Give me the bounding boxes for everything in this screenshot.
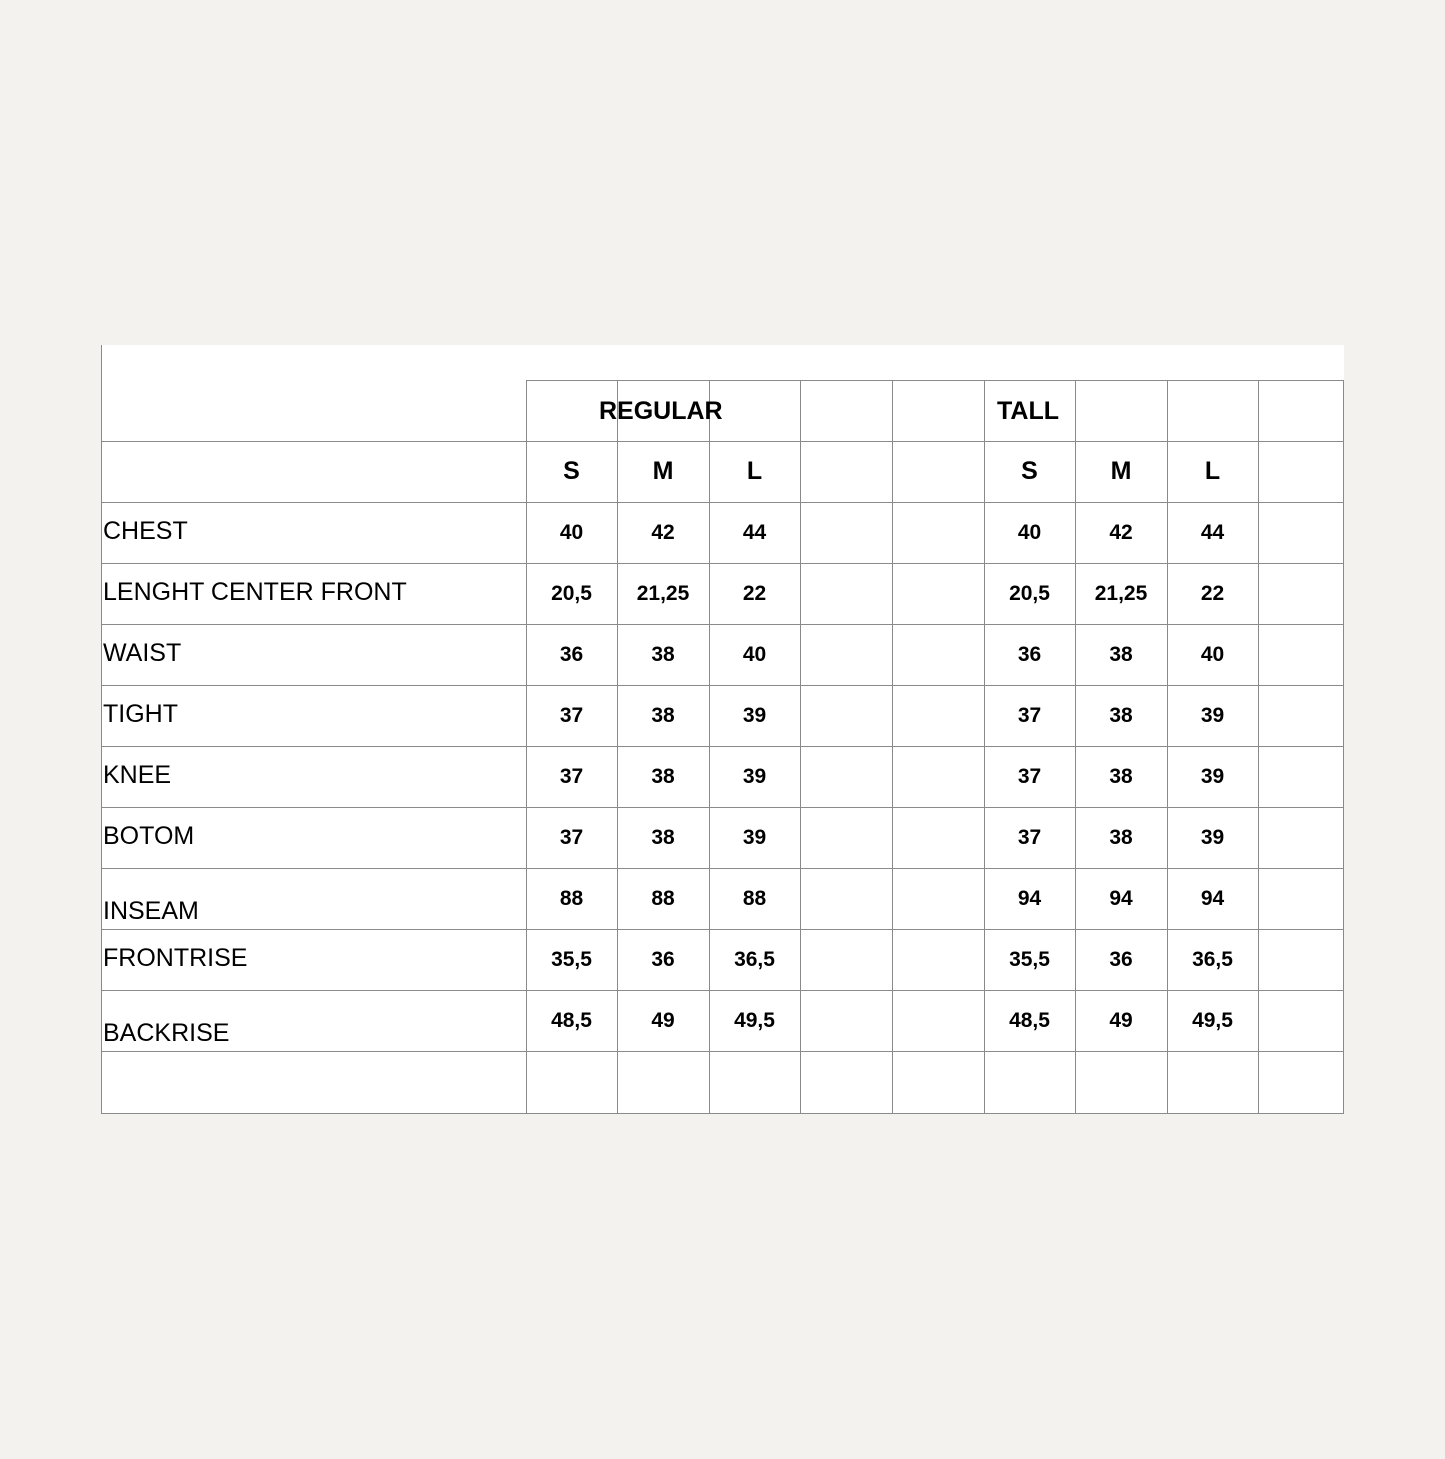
regular-value-cell: 20,5 [551,581,592,605]
measurement-label: BOTOM [103,822,195,850]
grid-hline [101,1051,1344,1052]
tall-value-cell: 39 [1200,764,1225,788]
regular-value-cell: 38 [651,642,675,666]
grid-vline [892,380,893,1114]
regular-value-cell: 37 [559,825,584,849]
regular-value-cell: 44 [742,520,767,544]
tall-value-cell: 40 [1200,642,1225,666]
regular-value-cell: 22 [742,581,767,605]
size-header-tall: M [1110,457,1132,485]
size-header-regular: L [746,457,763,485]
tall-value-cell: 94 [1109,886,1133,910]
regular-value-cell: 88 [559,886,584,910]
regular-value-cell: 40 [559,520,584,544]
measurement-label: FRONTRISE [103,944,248,972]
tall-value-cell: 37 [1017,764,1042,788]
regular-value-cell: 49,5 [734,1008,775,1032]
tall-value-cell: 36 [1017,642,1042,666]
grid-hline [526,380,1344,381]
measurement-label: KNEE [103,761,172,789]
regular-value-cell: 36 [559,642,584,666]
regular-value-cell: 37 [559,703,584,727]
tall-value-cell: 38 [1109,764,1133,788]
measurement-label: LENGHT CENTER FRONT [103,578,407,606]
regular-value-cell: 88 [742,886,767,910]
grid-vline [1258,380,1259,1114]
regular-value-cell: 48,5 [551,1008,592,1032]
regular-value-cell: 39 [742,825,767,849]
tall-value-cell: 48,5 [1009,1008,1050,1032]
regular-value-cell: 39 [742,764,767,788]
regular-value-cell: 38 [651,703,675,727]
tall-value-cell: 37 [1017,703,1042,727]
size-chart-table [101,345,1344,1114]
size-header-tall: S [1021,457,1038,485]
size-header-regular: M [652,457,674,485]
size-header-regular: S [563,457,580,485]
measurement-label: BACKRISE [103,1019,230,1047]
regular-value-cell: 42 [651,520,675,544]
tall-value-cell: 38 [1109,642,1133,666]
tall-value-cell: 35,5 [1009,947,1050,971]
regular-value-cell: 36 [651,947,675,971]
grid-hline [101,1113,1344,1114]
tall-value-cell: 36,5 [1192,947,1233,971]
grid-vline [800,380,801,1114]
tall-value-cell: 39 [1200,703,1225,727]
tall-value-cell: 40 [1017,520,1042,544]
tall-value-cell: 94 [1200,886,1225,910]
tall-value-cell: 22 [1200,581,1225,605]
measurement-label: WAIST [103,639,182,667]
tall-value-cell: 38 [1109,703,1133,727]
grid-vline [1343,380,1344,1114]
measurement-label: TIGHT [103,700,178,728]
regular-value-cell: 38 [651,764,675,788]
regular-value-cell: 88 [651,886,675,910]
regular-value-cell: 38 [651,825,675,849]
tall-value-cell: 38 [1109,825,1133,849]
regular-value-cell: 21,25 [636,581,690,605]
tall-value-cell: 49,5 [1192,1008,1233,1032]
regular-group-header: REGULAR [599,397,723,425]
regular-value-cell: 36,5 [734,947,775,971]
regular-value-cell: 37 [559,764,584,788]
tall-value-cell: 21,25 [1094,581,1148,605]
measurement-label: INSEAM [103,897,199,925]
tall-group-header: TALL [997,397,1060,425]
regular-value-cell: 35,5 [551,947,592,971]
tall-value-cell: 20,5 [1009,581,1050,605]
tall-value-cell: 42 [1109,520,1133,544]
tall-value-cell: 36 [1109,947,1133,971]
tall-value-cell: 37 [1017,825,1042,849]
regular-value-cell: 49 [651,1008,675,1032]
regular-value-cell: 40 [742,642,767,666]
tall-value-cell: 49 [1109,1008,1133,1032]
tall-value-cell: 44 [1200,520,1225,544]
size-header-tall: L [1204,457,1221,485]
measurement-label: CHEST [103,517,188,545]
grid-vline [101,345,102,1114]
regular-value-cell: 39 [742,703,767,727]
tall-value-cell: 39 [1200,825,1225,849]
tall-value-cell: 94 [1017,886,1042,910]
